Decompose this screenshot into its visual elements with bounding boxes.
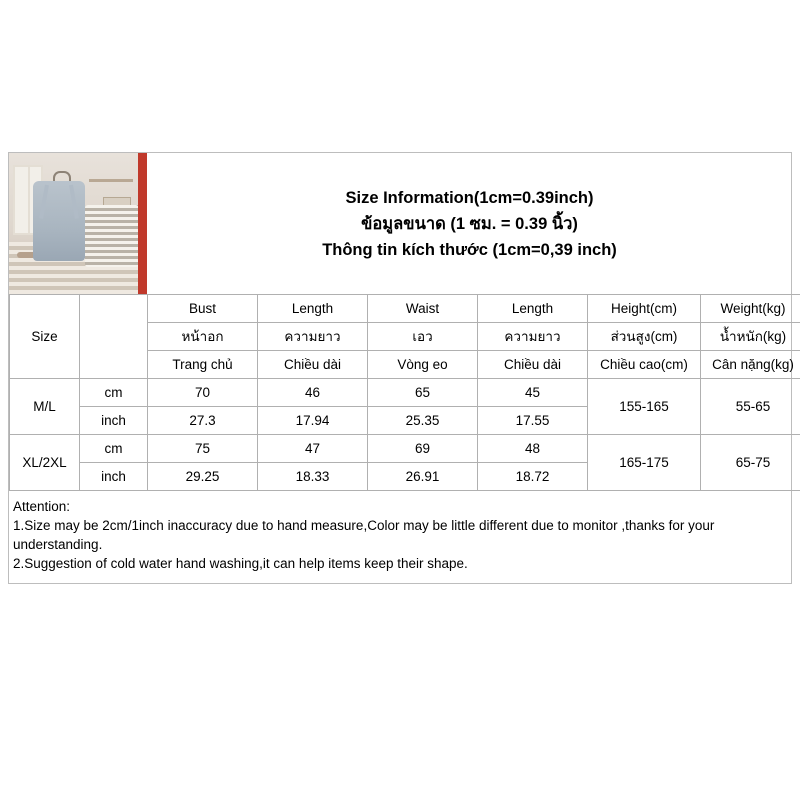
header-height-th: ส่วนสูง(cm) [588, 323, 701, 351]
cell-xl-inch-waist: 26.91 [368, 463, 478, 491]
photo-red-edge [138, 153, 147, 294]
row-unit-ml-inch: inch [80, 407, 148, 435]
attention-block [9, 491, 791, 583]
attention-heading: Attention: [13, 499, 71, 514]
table-row [10, 435, 800, 463]
cell-xl-height: 165-175 [588, 435, 701, 491]
title-line-english: Size Information(1cm=0.39inch) [345, 188, 594, 207]
header-length2-en: Length [478, 295, 588, 323]
unit-column-header [80, 295, 148, 379]
header-length2-vi: Chiều dài [478, 351, 588, 379]
row-unit-xl-inch: inch [80, 463, 148, 491]
cell-xl-weight: 65-75 [701, 435, 800, 491]
header-weight-en: Weight(kg) [701, 295, 800, 323]
cell-ml-inch-waist: 25.35 [368, 407, 478, 435]
cell-ml-inch-length1: 17.94 [258, 407, 368, 435]
header-waist-en: Waist [368, 295, 478, 323]
header-length1-vi: Chiều dài [258, 351, 368, 379]
row-size-xl2xl: XL/2XL [10, 435, 80, 491]
size-column-label: Size [10, 295, 80, 379]
header-weight-th: น้ำหนัก(kg) [701, 323, 800, 351]
cell-xl-inch-length2: 18.72 [478, 463, 588, 491]
cell-ml-cm-length1: 46 [258, 379, 368, 407]
row-unit-xl-cm: cm [80, 435, 148, 463]
chart-header-area [9, 153, 791, 294]
attention-line-1: 1.Size may be 2cm/1inch inaccuracy due to hand measure,Color may be little different due to monitor ,thanks for your understanding. [13, 518, 715, 552]
title-line-thai: ข้อมูลขนาด (1 ซม. = 0.39 นิ้ว) [361, 214, 578, 233]
header-waist-vi: Vòng eo [368, 351, 478, 379]
header-weight-vi: Cân nặng(kg) [701, 351, 800, 379]
cell-ml-cm-waist: 65 [368, 379, 478, 407]
header-waist-th: เอว [368, 323, 478, 351]
header-bust-th: หน้าอก [148, 323, 258, 351]
cell-xl-cm-length1: 47 [258, 435, 368, 463]
size-chart-sheet [8, 152, 792, 584]
cell-ml-weight: 55-65 [701, 379, 800, 435]
header-height-en: Height(cm) [588, 295, 701, 323]
cell-ml-cm-length2: 45 [478, 379, 588, 407]
photo-strap-left [39, 185, 49, 219]
row-size-ml: M/L [10, 379, 80, 435]
table-header-row-english [10, 295, 800, 323]
photo-shelf [89, 179, 133, 182]
cell-xl-inch-length1: 18.33 [258, 463, 368, 491]
header-length1-th: ความยาว [258, 323, 368, 351]
photo-camisole [33, 181, 85, 261]
title-line-vietnamese: Thông tin kích thước (1cm=0,39 inch) [322, 240, 617, 259]
cell-ml-inch-bust: 27.3 [148, 407, 258, 435]
header-bust-en: Bust [148, 295, 258, 323]
header-height-vi: Chiều cao(cm) [588, 351, 701, 379]
row-unit-ml-cm: cm [80, 379, 148, 407]
cell-ml-cm-bust: 70 [148, 379, 258, 407]
title-block [148, 153, 791, 294]
header-length2-th: ความยาว [478, 323, 588, 351]
cell-xl-cm-length2: 48 [478, 435, 588, 463]
cell-xl-inch-bust: 29.25 [148, 463, 258, 491]
attention-line-2: 2.Suggestion of cold water hand washing,it can help items keep their shape. [13, 556, 468, 571]
size-table [9, 294, 800, 491]
photo-strap-right [69, 185, 79, 219]
table-row [10, 379, 800, 407]
product-photo [9, 153, 148, 294]
header-length1-en: Length [258, 295, 368, 323]
cell-ml-inch-length2: 17.55 [478, 407, 588, 435]
cell-xl-cm-bust: 75 [148, 435, 258, 463]
cell-ml-height: 155-165 [588, 379, 701, 435]
photo-striped-skirt [85, 205, 139, 267]
cell-xl-cm-waist: 69 [368, 435, 478, 463]
header-bust-vi: Trang chủ [148, 351, 258, 379]
